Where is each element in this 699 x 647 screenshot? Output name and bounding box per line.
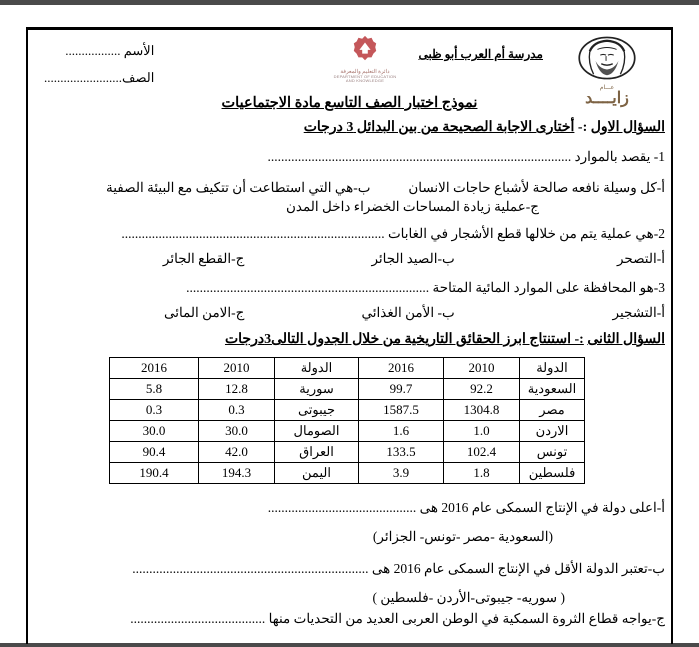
table-cell: 30.0 — [110, 421, 199, 442]
adek-arabic-text: دائرة التعليم والمعرفة — [340, 68, 390, 75]
table-cell: 190.4 — [110, 463, 199, 484]
table-header-row — [110, 358, 585, 379]
question1-item1-text: 1- يقصد بالموارد — [574, 149, 665, 164]
table-cell: 1304.8 — [444, 400, 520, 421]
question1-item1-answer-dots: .......................................................................................... — [267, 149, 572, 164]
table-header-cell: 2010 — [199, 358, 275, 379]
adek-english-text-1: DEPARTMENT OF EDUCATION — [333, 73, 397, 79]
option-b: ب- الأمن الغذائي — [361, 305, 455, 320]
zayed-logo-label: زايــــد — [585, 90, 629, 107]
question2-heading-text: :- استنتاج ابرز الحقائق التاريخية من خلال الجدول التالى3درجات — [224, 332, 584, 347]
question2-sub-a-choices: (السعودية -مصر -تونس- الجزائر) — [372, 529, 553, 544]
table-cell: اليمن — [275, 463, 359, 484]
question2-sub-a-text: أ-اعلى دولة في الإنتاج السمكى عام 2016 هى — [416, 500, 665, 515]
question2-heading — [34, 331, 665, 348]
table-cell: 30.0 — [199, 421, 275, 442]
question2-sub-c — [34, 611, 665, 627]
table-cell: 99.7 — [359, 379, 444, 400]
question2-sub-a — [34, 500, 665, 516]
table-row — [110, 379, 585, 400]
question1-item2 — [34, 226, 665, 242]
name-field: الأسم ................. — [65, 43, 155, 58]
option-c: ج-الامن المائى — [164, 305, 245, 320]
table-row — [110, 421, 585, 442]
page-title: نموذج اختبار الصف التاسع مادة الاجتماعيات — [221, 95, 478, 111]
table-cell: مصر — [520, 400, 585, 421]
table-cell: الصومال — [275, 421, 359, 442]
option-a: أ-التصحر — [616, 251, 665, 266]
adek-emblem-icon — [352, 35, 378, 63]
table-row — [110, 400, 585, 421]
table-row — [110, 442, 585, 463]
table-cell: 0.3 — [199, 400, 275, 421]
option-c: ج-القطع الجائر — [162, 251, 245, 266]
class-field: الصف........................ — [44, 70, 155, 85]
question2-sub-b-answer-dots: ...................................................................... — [132, 561, 369, 576]
question1-heading-sep: :- — [577, 120, 588, 135]
table-cell: فلسطين — [520, 463, 585, 484]
table-cell: 133.5 — [359, 442, 444, 463]
question1-item2-text: 2-هي عملية يتم من خلالها قطع الأشجار في الغابات — [387, 226, 665, 241]
table-cell: 102.4 — [444, 442, 520, 463]
question2-heading-title: السؤال الثانى — [587, 332, 665, 347]
question1-item2-answer-dots: .............................................................................. — [121, 226, 385, 241]
table-cell: 5.8 — [110, 379, 199, 400]
option-c: ج-عملية زيادة المساحات الخضراء داخل المدن — [285, 199, 539, 214]
table-cell: 1.6 — [359, 421, 444, 442]
window-top-bar — [0, 0, 699, 5]
question1-heading-text: أختارى الاجابة الصحيحة من بين البدائل 3 درجات — [303, 120, 575, 135]
table-cell: 1587.5 — [359, 400, 444, 421]
question1-item1 — [34, 149, 665, 165]
table-cell: 90.4 — [110, 442, 199, 463]
table-cell: سورية — [275, 379, 359, 400]
option-b: ب-الصيد الجائر — [371, 251, 455, 266]
student-fields — [44, 43, 154, 97]
table-cell: الاردن — [520, 421, 585, 442]
question1-item3 — [34, 280, 665, 296]
table-cell: السعودية — [520, 379, 585, 400]
question2-sub-b-choices: ( سوريه- جيبوتى-الأردن -فلسطين ) — [372, 590, 565, 605]
option-b: ب-هي التي استطاعت أن تتكيف مع البيئة الصفية — [106, 180, 371, 195]
table-header-cell: الدولة — [275, 358, 359, 379]
table-header-cell: 2010 — [444, 358, 520, 379]
option-a: أ-كل وسيلة نافعه صالحة لأشباع حاجات الانسان — [408, 180, 665, 195]
zayed-logo-top-label: عـــام — [599, 85, 615, 91]
question1-item3-options-row — [34, 305, 665, 321]
adek-logo — [319, 35, 411, 83]
question2-sub-b — [34, 561, 665, 577]
table-cell: تونس — [520, 442, 585, 463]
table-cell: 12.8 — [199, 379, 275, 400]
table-cell: 3.9 — [359, 463, 444, 484]
option-a: أ-التشجير — [612, 305, 665, 320]
table-cell: 1.0 — [444, 421, 520, 442]
table-cell: 194.3 — [199, 463, 275, 484]
adek-english-text-2: AND KNOWLEDGE — [345, 78, 385, 84]
table-cell: 42.0 — [199, 442, 275, 463]
question2-sub-c-answer-dots: ........................................ — [130, 611, 266, 626]
zayed-portrait-icon — [575, 36, 639, 80]
question2-sub-b-text: ب-تعتبر الدولة الأقل في الإنتاج السمكى عام 2016 هى — [368, 561, 665, 576]
question1-heading-title: السؤال الاول — [590, 120, 665, 135]
zayed-logo — [559, 36, 655, 107]
table-cell: العراق — [275, 442, 359, 463]
table-header-cell: 2016 — [110, 358, 199, 379]
table-cell: جيبوتى — [275, 400, 359, 421]
table-cell: 1.8 — [444, 463, 520, 484]
question1-item1-options-row — [34, 180, 665, 196]
school-name: مدرسة أم العرب أبو ظبى — [418, 47, 543, 61]
document-frame — [26, 27, 673, 644]
question2-sub-c-text: ج-يواجه قطاع الثروة السمكية في الوطن العربى العديد من التحديات منها — [265, 611, 665, 626]
question1-item3-text: 3-هو المحافظة على الموارد المائية المتاحة — [432, 280, 665, 295]
table-row — [110, 463, 585, 484]
question1-heading — [34, 119, 665, 136]
table-cell: 92.2 — [444, 379, 520, 400]
question2-sub-a-answer-dots: ............................................ — [267, 500, 417, 515]
question1-item3-answer-dots: ........................................................................ — [186, 280, 430, 295]
table-cell: 0.3 — [110, 400, 199, 421]
table-header-cell: 2016 — [359, 358, 444, 379]
table-header-cell: الدولة — [520, 358, 585, 379]
history-data-table — [109, 357, 585, 484]
question1-item2-options-row — [34, 251, 665, 267]
